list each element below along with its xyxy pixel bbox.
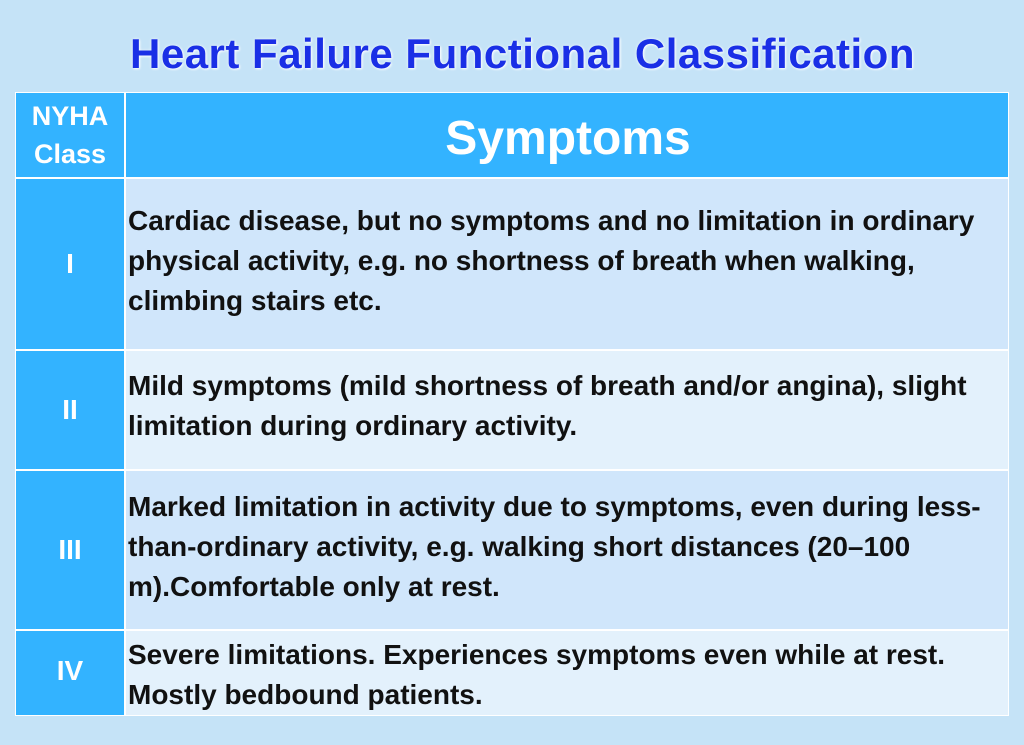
table-row [16,471,1008,631]
class-cell: II [16,351,126,469]
symptoms-cell: Cardiac disease, but no symptoms and no limitation in ordinary physical activity, e.g. no shortness of breath when walking, climbing stairs etc. [126,179,1008,349]
table-header-row [16,93,1008,179]
header-class-label-line2: Class [33,139,107,169]
symptoms-cell: Severe limitations. Experiences symptoms even while at rest. Mostly bedbound patients. [126,631,1008,715]
table-row [16,631,1008,715]
class-cell: III [16,471,126,629]
header-class-cell [16,93,126,177]
header-symptoms-cell: Symptoms [126,93,1008,177]
table-row [16,179,1008,351]
class-cell: IV [16,631,126,715]
table-row [16,351,1008,471]
symptoms-cell: Mild symptoms (mild shortness of breath and/or angina), slight limitation during ordinary activity. [126,351,1008,469]
page-title: Heart Failure Functional Classification [130,30,915,77]
nyha-classification-table [15,92,1009,716]
class-cell: I [16,179,126,349]
header-class-label-line1: NYHA [31,101,109,131]
symptoms-cell: Marked limitation in activity due to symptoms, even during less-than-ordinary activity, e.g. walking short distances (20–100 m).Comfortable only at rest. [126,471,1008,629]
